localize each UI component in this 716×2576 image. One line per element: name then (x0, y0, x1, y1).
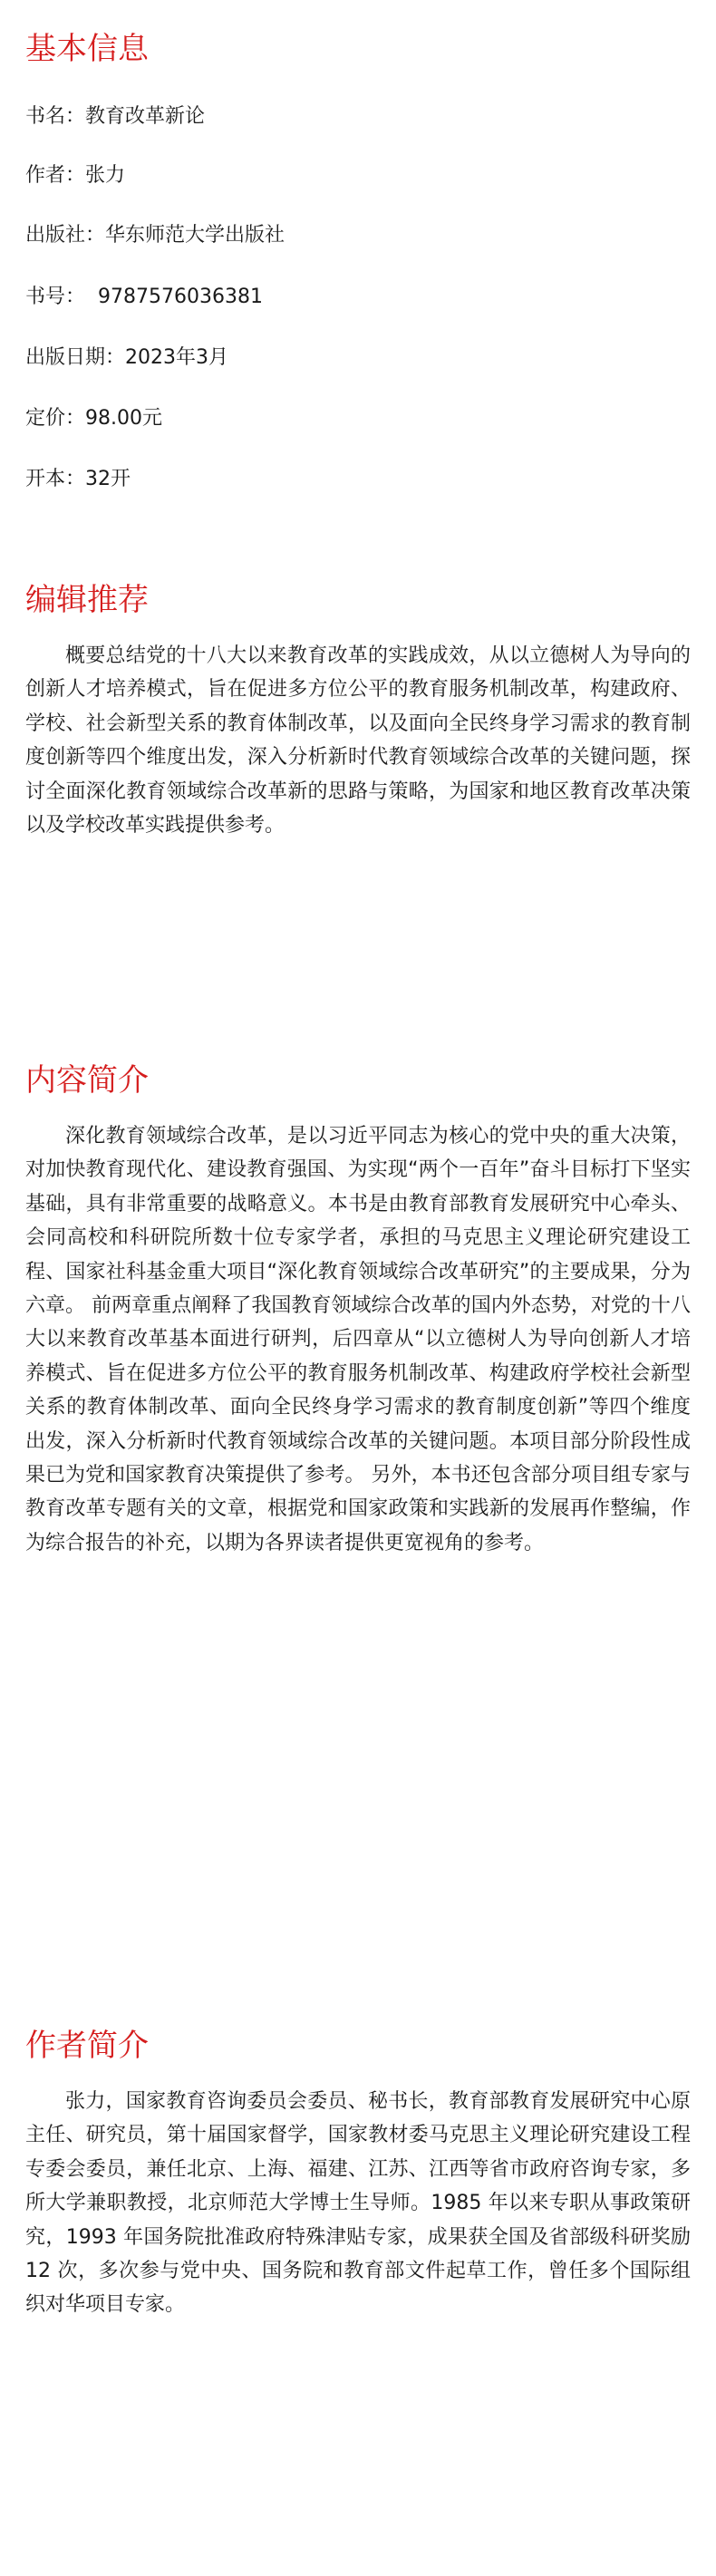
info-row-publisher (25, 224, 691, 247)
info-row-isbn (25, 286, 691, 309)
info-row-format (25, 468, 691, 491)
info-value: 98.00元 (85, 407, 162, 430)
info-value: 2023年3月 (125, 346, 229, 369)
info-value: 张力 (85, 164, 126, 187)
section-title-content-summary: 内容简介 (25, 1062, 149, 1099)
editor-recommendation-paragraph: 概要总结党的十八大以来教育改革的实践成效，从以立德树人为导向的创新人才培养模式，旨在促进多方位公平的教育服务机制改革，构建政府、学校、社会新型关系的教育体制改革，以及面向全民终身学习需求的教育制度创新等四个维度出发，深入分析新时代教育领域综合改革的关键问题，探讨全面深化教育领域综合改革新的思路与策略，为国家和地区教育改革决策以及学校改革实践提供参考。 (25, 644, 691, 837)
info-row-author (25, 164, 691, 188)
content-summary-paragraph: 深化教育领域综合改革，是以习近平同志为核心的党中央的重大决策，对加快教育现代化、建设教育强国、为实现“两个一百年”奋斗目标打下坚实基础，具有非常重要的战略意义。本书是由教育部教育发展研究中心牵头、会同高校和科研院所数十位专家学者，承担的马克思主义理论研究建设工程、国家社科基金重大项目“深化教育领域综合改革研究”的主要成果，分为六章。 前两章重点阐释了我国教育领域综合改革的国内外态势，对党的十八大以来教育改革基本面进行研判，后四章从“以立德树人为导向创新人才培养模式、旨在促进多方位公平的教育服务机制改革、构建政府学校社会新型关系的教育体制改革、面向全民终身学习需求的教育制度创新”等四个维度出发，深入分析新时代教育领域综合改革的关键问题。本项目部分阶段性成果已为党和国家教育决策提供了参考。 另外，本书还包含部分项目组专家与教育改革专题有关的文章，根据党和国家政策和实践新的发展再作整编，作为综合报告的补充，以期为各界读者提供更宽视角的参考。 (25, 1125, 691, 1554)
info-value: 教育改革新论 (85, 105, 206, 128)
info-value: 9787576036381 (98, 286, 263, 308)
info-value: 华东师范大学出版社 (105, 224, 285, 247)
info-row-book-name (25, 105, 691, 129)
info-label: 作者： (25, 164, 86, 187)
author-intro-paragraph: 张力，国家教育咨询委员会委员、秘书长，教育部教育发展研究中心原主任、研究员，第十届国家督学，国家教材委马克思主义理论研究建设工程专委会委员，兼任北京、上海、福建、江苏、江西等省市政府咨询专家，多所大学兼职教授，北京师范大学博士生导师。1985 年以来专职从事政策研究，1993 年国务院批准政府特殊津贴专家，成果获全国及省部级科研奖励 12 次，多次参与党中央、国务院和教育部文件起草工作，曾任多个国际组织对华项目专家。 (25, 2090, 691, 2317)
section-title-basic-info: 基本信息 (25, 31, 149, 67)
info-label: 开本： (25, 468, 86, 490)
section-title-editor-recommendation: 编辑推荐 (25, 582, 149, 618)
info-row-publish-date (25, 346, 691, 370)
info-label: 书名： (25, 105, 86, 128)
info-row-price (25, 407, 691, 431)
info-label: 出版日期： (25, 346, 126, 369)
info-value: 32开 (85, 468, 131, 490)
info-label: 定价： (25, 407, 86, 430)
info-label: 书号： (25, 286, 98, 308)
section-title-author-intro: 作者简介 (25, 2028, 149, 2064)
info-label: 出版社： (25, 224, 106, 247)
